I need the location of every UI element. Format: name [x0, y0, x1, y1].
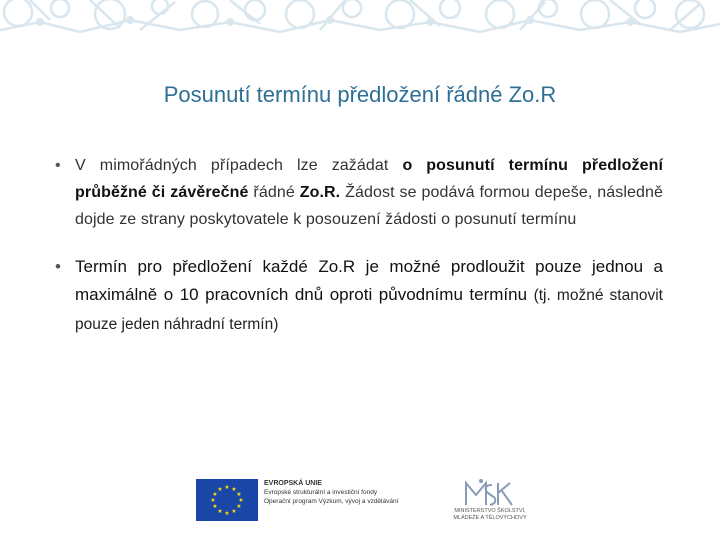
bullet-text-emphasis: Zo.R.: [299, 184, 341, 201]
svg-text:★: ★: [231, 508, 237, 515]
header-pattern-graphic: [0, 0, 720, 40]
msmt-logo-graphic: [444, 477, 534, 509]
eu-title: EVROPSKÁ UNIE: [264, 480, 322, 487]
svg-text:★: ★: [212, 503, 218, 510]
bullet-text: V mimořádných případech lze zažádat: [75, 157, 403, 174]
svg-text:★: ★: [224, 510, 230, 517]
bullet-list: [55, 152, 663, 339]
svg-text:★: ★: [238, 497, 244, 504]
svg-text:★: ★: [231, 486, 237, 493]
eu-line-funds: Evropské strukturální a investiční fondy: [264, 489, 378, 496]
bullet-text: řádné: [248, 184, 300, 201]
svg-text:★: ★: [217, 508, 223, 515]
svg-text:★: ★: [224, 484, 230, 491]
eu-stars-graphic: [196, 479, 258, 521]
eu-line-program: Operační program Výzkum, vývoj a vzdělávání: [264, 498, 399, 505]
bullet-note: (tj. možné stanovit pouze jeden náhradní termín): [75, 287, 663, 333]
bullet-text-emphasis: o posunutí termínu předložení průběžné či závěrečné: [75, 157, 664, 201]
msmt-text: [444, 508, 536, 522]
msmt-name: MINISTERSTVO ŠKOLSTVÍ,: [454, 508, 526, 514]
svg-text:★: ★: [210, 497, 216, 504]
svg-text:★: ★: [212, 491, 218, 498]
bullet-marker: •: [55, 257, 61, 276]
bullet-text: Žádost se podává formou depeše, následně dojde ze strany poskytovatele k posouzení žádosti o posunutí termínu: [75, 184, 663, 228]
bullet-item-extension-limit: [55, 253, 663, 339]
msmt-sub: MLÁDEŽE A TĚLOVÝCHOVY: [453, 515, 527, 521]
bullet-text: Termín pro předložení každé Zo.R je možné prodloužit pouze jednou a maximálně o 10 pracovních dnů oproti původnímu termínu: [75, 257, 663, 304]
eu-program-text: [264, 479, 434, 506]
bullet-marker: •: [55, 157, 61, 174]
svg-text:★: ★: [217, 486, 223, 493]
bullet-item-postponement: [55, 152, 663, 233]
svg-text:★: ★: [236, 503, 242, 510]
footer-logos: [196, 477, 536, 521]
slide-title: Posunutí termínu předložení řádné Zo.R: [163, 82, 557, 107]
eu-flag-icon: [196, 479, 258, 521]
header-decoration: [0, 0, 720, 40]
svg-text:★: ★: [236, 491, 242, 498]
